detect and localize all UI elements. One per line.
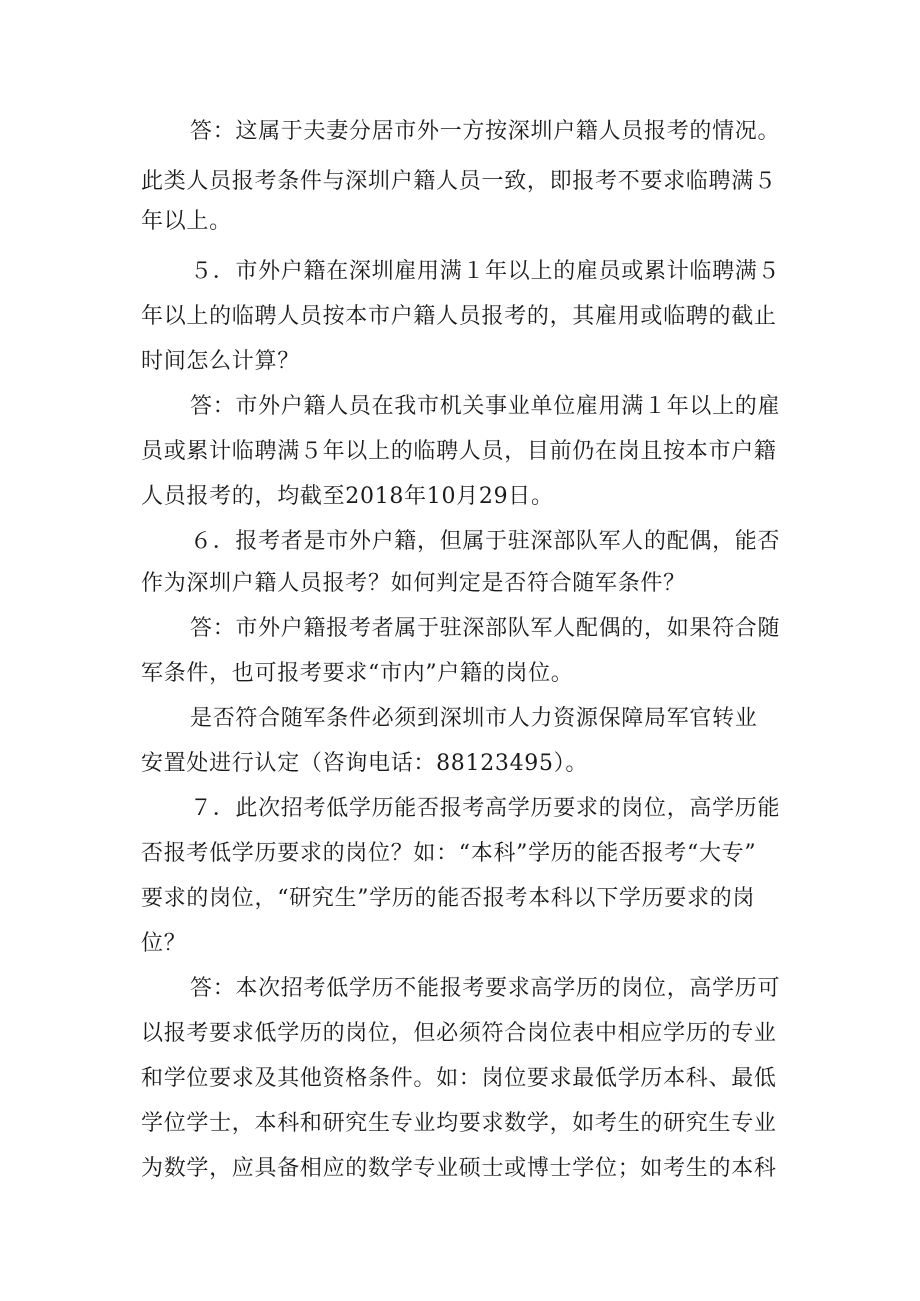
text-line: 答：市外户籍报考者属于驻深部队军人配偶的，如果符合随 [190, 616, 781, 641]
text-line: 要求的岗位，“研究生”学历的能否报考本科以下学历要求的岗 [141, 886, 756, 911]
text-line: 是否符合随军条件必须到深圳市人力资源保障局军官转业 [190, 706, 758, 731]
text-line: 作为深圳户籍人员报考？如何判定是否符合随军条件？ [141, 571, 686, 596]
text-line: 答：市外户籍人员在我市机关事业单位雇用满１年以上的雇 [190, 394, 781, 419]
text-line: 以报考要求低学历的岗位，但必须符合岗位表中相应学历的专业 [141, 1021, 777, 1046]
text-line: 此类人员报考条件与深圳户籍人员一致，即报考不要求临聘满５ [141, 169, 777, 194]
text-line: 答：这属于夫妻分居市外一方按深圳户籍人员报考的情况。 [190, 119, 781, 144]
text-line: ６．报考者是市外户籍，但属于驻深部队军人的配偶，能否 [190, 529, 781, 554]
text-line: 和学位要求及其他资格条件。如：岗位要求最低学历本科、最低 [141, 1066, 777, 1091]
text-line: 学位学士，本科和研究生专业均要求数学，如考生的研究生专业 [141, 1111, 777, 1136]
text-line: 安置处进行认定（咨询电话：88123495）。 [141, 751, 589, 776]
text-line: 人员报考的，均截至2018年10月29日。 [141, 484, 554, 509]
text-line: 否报考低学历要求的岗位？如：“本科”学历的能否报考“大专” [141, 841, 757, 866]
text-line: 位？ [141, 931, 187, 956]
text-line: 时间怎么计算？ [141, 349, 300, 374]
text-line: 年以上的临聘人员按本市户籍人员报考的，其雇用或临聘的截止 [141, 304, 777, 329]
text-line: ５．市外户籍在深圳雇用满１年以上的雇员或累计临聘满５ [190, 259, 781, 284]
text-line: 为数学，应具备相应的数学专业硕士或博士学位；如考生的本科 [141, 1156, 777, 1181]
text-line: 军条件，也可报考要求“市内”户籍的岗位。 [141, 661, 574, 686]
text-line: 答：本次招考低学历不能报考要求高学历的岗位，高学历可 [190, 976, 781, 1001]
text-line: 员或累计临聘满５年以上的临聘人员，目前仍在岗且按本市户籍 [141, 439, 777, 464]
text-line: 年以上。 [141, 209, 232, 234]
text-line: ７．此次招考低学历能否报考高学历要求的岗位，高学历能 [190, 796, 781, 821]
